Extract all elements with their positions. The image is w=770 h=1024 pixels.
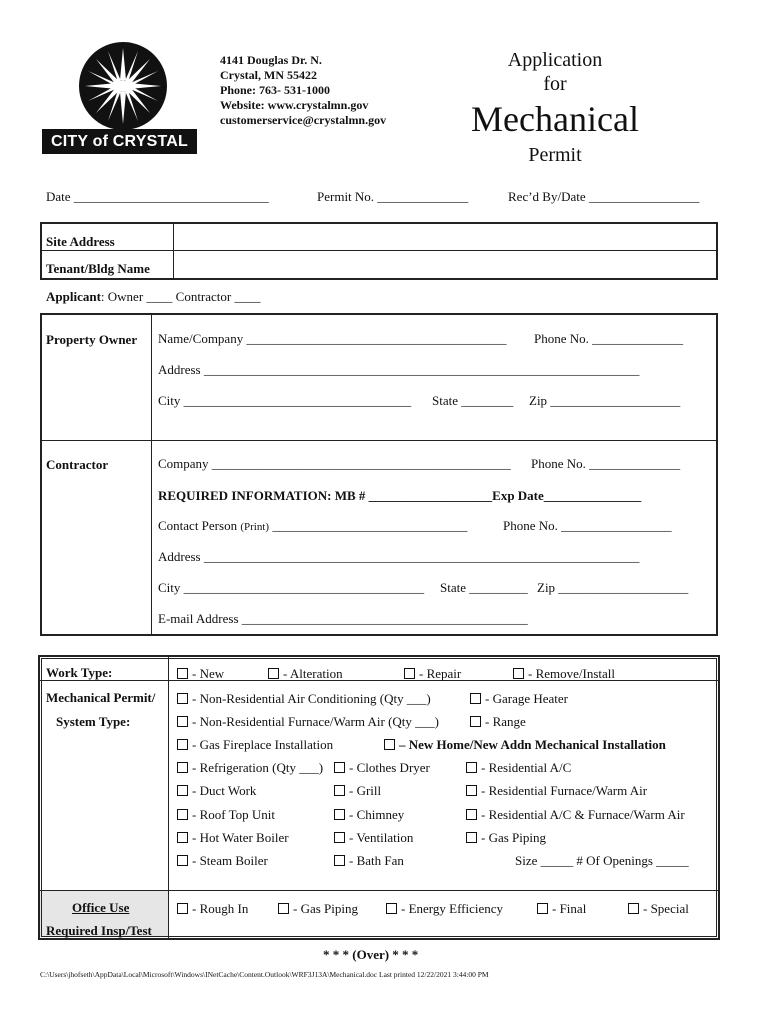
contact-person-field[interactable]: [158, 518, 467, 535]
website: Website: www.crystalmn.gov: [220, 98, 369, 112]
contractor-company-field[interactable]: Company ______________________________________________: [158, 456, 511, 471]
contractor-zip-field[interactable]: Zip ____________________: [537, 580, 689, 595]
checkbox-icon[interactable]: [470, 716, 481, 727]
contractor-phone-field[interactable]: Phone No. ______________: [531, 456, 681, 471]
owner-name-field[interactable]: Name/Company ________________________________________: [158, 331, 507, 346]
item-label: - Gas Fireplace Installation: [192, 737, 334, 752]
item-label: - Duct Work: [192, 783, 257, 798]
applicant-line: Applicant: Owner ____ Contractor ____: [46, 289, 261, 304]
insp-label: - Special: [643, 901, 689, 916]
checkbox-icon[interactable]: [628, 903, 639, 914]
insp-label: - Final: [552, 901, 587, 916]
title-line4: Permit: [528, 144, 582, 166]
checkbox-icon[interactable]: [334, 762, 345, 773]
title-line1: Application: [507, 49, 603, 71]
item-ventilation[interactable]: [334, 830, 413, 845]
item-duct-work[interactable]: [177, 783, 256, 798]
item-label: - Range: [485, 714, 526, 729]
insp-special[interactable]: [628, 901, 689, 916]
item-label: - Hot Water Boiler: [192, 830, 289, 845]
item-label: - Non-Residential Air Conditioning (Qty ___): [192, 691, 431, 706]
item-label: - Ventilation: [349, 830, 414, 845]
insp-label: - Rough In: [192, 901, 249, 916]
checkbox-icon[interactable]: [177, 832, 188, 843]
checkbox-icon[interactable]: [537, 903, 548, 914]
contact-person-line: ______________________________: [272, 518, 468, 533]
owner-zip-field[interactable]: Zip ____________________: [529, 393, 681, 408]
checkbox-icon[interactable]: [404, 668, 415, 679]
item-label: - Residential Furnace/Warm Air: [481, 783, 648, 798]
insp-gas-piping[interactable]: [278, 901, 358, 916]
item-label: - Residential A/C: [481, 760, 572, 775]
item-label: - Non-Residential Furnace/Warm Air (Qty ___): [192, 714, 439, 729]
email: customerservice@crystalmn.gov: [220, 113, 387, 127]
address-line1: 4141 Douglas Dr. N.: [220, 53, 322, 67]
required-insp-label: Required Insp/Test: [46, 923, 152, 938]
item-grill[interactable]: [334, 783, 381, 798]
work-type-alteration[interactable]: [268, 666, 343, 681]
checkbox-icon[interactable]: [334, 855, 345, 866]
checkbox-icon[interactable]: [513, 668, 524, 679]
item-label: - Clothes Dryer: [349, 760, 430, 775]
checkbox-icon[interactable]: [177, 739, 188, 750]
item-range[interactable]: [470, 714, 526, 729]
item-nonres-furnace[interactable]: [177, 714, 439, 729]
work-type-remove-label: - Remove/Install: [528, 666, 616, 681]
checkbox-icon[interactable]: [334, 809, 345, 820]
checkbox-icon[interactable]: [177, 762, 188, 773]
mech-permit-label: Mechanical Permit/: [46, 690, 156, 705]
contractor-address-field[interactable]: Address ___________________________________________________________________: [158, 549, 640, 564]
work-type-label: Work Type:: [46, 665, 113, 680]
property-owner-label: Property Owner: [46, 332, 138, 347]
checkbox-icon[interactable]: [177, 785, 188, 796]
owner-state-field[interactable]: State ________: [432, 393, 514, 408]
item-hot-water[interactable]: [177, 830, 289, 845]
checkbox-icon[interactable]: [384, 739, 395, 750]
checkbox-icon[interactable]: [466, 809, 477, 820]
item-res-ac-furnace[interactable]: [466, 807, 685, 822]
item-label: - Bath Fan: [349, 853, 404, 868]
checkbox-icon[interactable]: [334, 832, 345, 843]
checkbox-icon[interactable]: [177, 809, 188, 820]
address-line2: Crystal, MN 55422: [220, 68, 317, 82]
contractor-email-field[interactable]: E-mail Address ____________________________________________: [158, 611, 528, 626]
item-label: – New Home/New Addn Mechanical Installation: [399, 737, 666, 752]
required-info-field[interactable]: REQUIRED INFORMATION: MB # ___________________Exp Date_______________: [158, 488, 642, 503]
recd-by-field[interactable]: Rec’d By/Date _________________: [508, 189, 700, 204]
office-use-label: Office Use: [72, 900, 130, 915]
permit-no-field[interactable]: Permit No. ______________: [317, 189, 469, 204]
tenant-label: Tenant/Bldg Name: [46, 261, 150, 276]
logo-text: CITY of CRYSTAL: [42, 129, 197, 154]
item-clothes-dryer[interactable]: [334, 760, 430, 775]
item-refrigeration[interactable]: [177, 760, 323, 775]
contact-phone-field[interactable]: Phone No. _________________: [503, 518, 672, 533]
item-res-ac[interactable]: [466, 760, 571, 775]
sunburst-icon: [75, 40, 171, 132]
checkbox-icon[interactable]: [386, 903, 397, 914]
item-gas-fireplace[interactable]: [177, 737, 333, 752]
checkbox-icon[interactable]: [177, 668, 188, 679]
item-bath-fan[interactable]: [334, 853, 404, 868]
contractor-city-field[interactable]: City _____________________________________: [158, 580, 425, 595]
item-label: - Gas Piping: [481, 830, 546, 845]
file-path: C:\Users\jhofseth\AppData\Local\Microsoft\Windows\INetCache\Content.Outlook\WRF3J13A\Mechanical.doc Last printed 12/22/2021 3:44:00 PM: [40, 970, 489, 979]
work-type-repair-label: - Repair: [419, 666, 462, 681]
checkbox-icon[interactable]: [177, 693, 188, 704]
checkbox-icon[interactable]: [466, 762, 477, 773]
item-new-home[interactable]: [384, 737, 666, 752]
system-type-label: System Type:: [56, 714, 131, 729]
item-label: - Residential A/C & Furnace/Warm Air: [481, 807, 685, 822]
item-label: - Roof Top Unit: [192, 807, 275, 822]
site-address-label: Site Address: [46, 234, 115, 249]
item-gas-piping[interactable]: [466, 830, 546, 845]
over-text: * * * (Over) * * *: [323, 947, 419, 962]
tenant-input[interactable]: [176, 253, 714, 277]
owner-address-field[interactable]: Address ___________________________________________________________________: [158, 362, 640, 377]
site-address-input[interactable]: [176, 225, 714, 248]
insp-rough-in[interactable]: [177, 901, 248, 916]
checkbox-icon[interactable]: [470, 693, 481, 704]
item-steam-boiler[interactable]: [177, 853, 268, 868]
contact-person-label: Contact Person: [158, 518, 238, 533]
insp-label: - Energy Efficiency: [401, 901, 504, 916]
checkbox-icon[interactable]: [278, 903, 289, 914]
checkbox-icon[interactable]: [177, 903, 188, 914]
item-label: - Garage Heater: [485, 691, 568, 706]
date-field[interactable]: Date ______________________________: [46, 189, 269, 204]
item-roof-top[interactable]: [177, 807, 275, 822]
work-type-new[interactable]: [177, 666, 224, 681]
contractor-label: Contractor: [46, 457, 109, 472]
checkbox-icon[interactable]: [177, 716, 188, 727]
insp-label: - Gas Piping: [293, 901, 358, 916]
checkbox-icon[interactable]: [466, 832, 477, 843]
item-label: - Grill: [349, 783, 382, 798]
work-type-repair[interactable]: [404, 666, 461, 681]
page-title: [468, 48, 642, 168]
checkbox-icon[interactable]: [177, 855, 188, 866]
work-type-alteration-label: - Alteration: [283, 666, 343, 681]
size-openings-field[interactable]: Size _____ # Of Openings _____: [515, 853, 689, 868]
checkbox-icon[interactable]: [268, 668, 279, 679]
title-line2: for: [543, 73, 567, 95]
owner-city-field[interactable]: City ___________________________________: [158, 393, 412, 408]
item-chimney[interactable]: [334, 807, 404, 822]
work-type-new-label: - New: [192, 666, 225, 681]
item-label: - Chimney: [349, 807, 405, 822]
work-type-remove[interactable]: [513, 666, 615, 681]
item-label: - Refrigeration (Qty ___): [192, 760, 324, 775]
item-label: - Steam Boiler: [192, 853, 268, 868]
phone: Phone: 763- 531-1000: [220, 83, 330, 97]
item-res-furnace[interactable]: [466, 783, 647, 798]
contractor-state-field[interactable]: State _________: [440, 580, 528, 595]
title-main: Mechanical: [471, 99, 639, 139]
item-garage-heater[interactable]: [470, 691, 568, 706]
insp-energy[interactable]: [386, 901, 503, 916]
checkbox-icon[interactable]: [334, 785, 345, 796]
insp-final[interactable]: [537, 901, 586, 916]
checkbox-icon[interactable]: [466, 785, 477, 796]
owner-phone-field[interactable]: Phone No. ______________: [534, 331, 684, 346]
item-nonres-ac[interactable]: [177, 691, 431, 706]
contact-print-label: (Print): [240, 521, 270, 533]
